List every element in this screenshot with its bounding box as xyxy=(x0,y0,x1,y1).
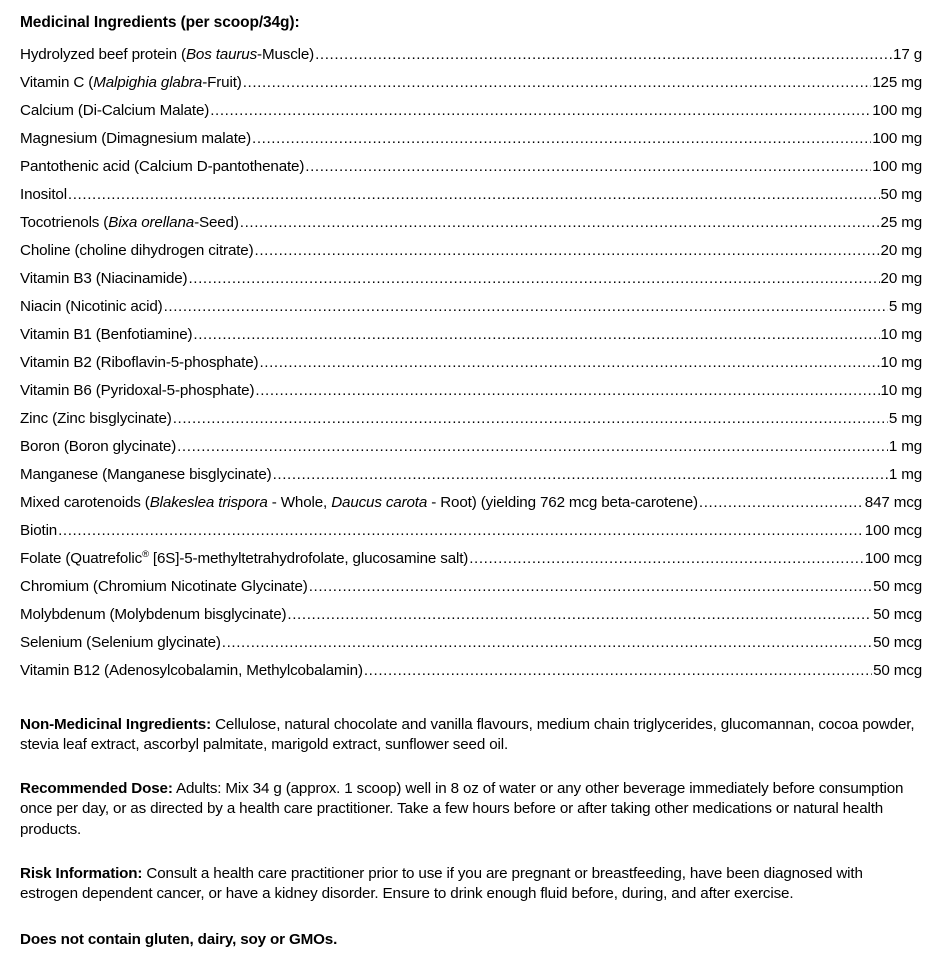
ingredient-row xyxy=(20,545,922,573)
risk-information-block xyxy=(20,864,922,904)
ingredient-row xyxy=(20,97,922,125)
ingredient-row xyxy=(20,629,922,657)
ingredient-amount: 25 mg xyxy=(880,214,922,232)
ingredient-amount: 17 g xyxy=(893,46,922,64)
non-medicinal-ingredients-block xyxy=(20,715,922,755)
ingredient-name: Vitamin C (Malpighia glabra-Fruit) xyxy=(20,74,242,92)
ingredient-amount: 100 mcg xyxy=(864,522,922,540)
leader-dots xyxy=(164,299,888,314)
ingredient-name: Chromium (Chromium Nicotinate Glycinate) xyxy=(20,578,308,596)
ingredient-name: Mixed carotenoids (Blakeslea trispora - Whole, Daucus carota - Root) (yielding 762 mcg beta-carotene) xyxy=(20,494,698,512)
ingredient-amount: 5 mg xyxy=(888,298,922,316)
recommended-dose-text: Adults: Mix 34 g (approx. 1 scoop) well in 8 oz of water or any other beverage immediately before consumption once per day, or as directed by a health care practitioner. Take a few hours before or after taking other medications or natural health products. xyxy=(20,780,904,838)
non-medicinal-heading: Non-Medicinal Ingredients: xyxy=(20,715,212,733)
ingredient-row xyxy=(20,153,922,181)
ingredient-amount: 20 mg xyxy=(880,270,922,288)
leader-dots xyxy=(273,467,888,482)
ingredient-amount: 50 mcg xyxy=(873,662,922,680)
ingredient-row xyxy=(20,265,922,293)
leader-dots xyxy=(309,579,872,594)
leader-dots xyxy=(469,551,864,566)
ingredient-name: Manganese (Manganese bisglycinate) xyxy=(20,466,272,484)
ingredient-amount: 1 mg xyxy=(888,438,922,456)
ingredient-name: Pantothenic acid (Calcium D-pantothenate) xyxy=(20,158,305,176)
ingredient-row xyxy=(20,489,922,517)
ingredient-row xyxy=(20,41,922,69)
leader-dots xyxy=(699,495,864,510)
leader-dots xyxy=(68,187,880,202)
ingredient-amount: 100 mg xyxy=(872,102,922,120)
ingredient-name: Vitamin B2 (Riboflavin-5-phosphate) xyxy=(20,354,259,372)
ingredient-name: Calcium (Di-Calcium Malate) xyxy=(20,102,210,120)
ingredient-name: Zinc (Zinc bisglycinate) xyxy=(20,410,172,428)
ingredient-row xyxy=(20,601,922,629)
ingredient-amount: 50 mcg xyxy=(873,606,922,624)
ingredient-name: Selenium (Selenium glycinate) xyxy=(20,634,221,652)
leader-dots xyxy=(255,243,880,258)
recommended-dose-heading: Recommended Dose: xyxy=(20,780,173,798)
ingredient-name: Vitamin B6 (Pyridoxal-5-phosphate) xyxy=(20,382,255,400)
ingredient-name: Niacin (Nicotinic acid) xyxy=(20,298,163,316)
ingredient-row xyxy=(20,293,922,321)
ingredient-amount: 10 mg xyxy=(880,326,922,344)
ingredient-row xyxy=(20,377,922,405)
ingredient-amount: 125 mg xyxy=(872,74,922,92)
ingredient-row xyxy=(20,461,922,489)
leader-dots xyxy=(252,131,871,146)
leader-dots xyxy=(305,159,871,174)
medicinal-ingredients-title: Medicinal Ingredients (per scoop/34g): xyxy=(20,14,300,31)
ingredient-row xyxy=(20,209,922,237)
ingredient-name: Hydrolyzed beef protein (Bos taurus-Muscle) xyxy=(20,46,315,64)
leader-dots xyxy=(364,663,872,678)
ingredient-name: Magnesium (Dimagnesium malate) xyxy=(20,130,251,148)
ingredient-name: Choline (choline dihydrogen citrate) xyxy=(20,242,254,260)
leader-dots xyxy=(193,327,879,342)
medicinal-ingredients-list xyxy=(20,41,922,685)
ingredient-name: Inositol xyxy=(20,186,67,204)
recommended-dose-block xyxy=(20,779,922,840)
ingredient-row xyxy=(20,181,922,209)
ingredient-amount: 100 mg xyxy=(872,158,922,176)
leader-dots xyxy=(259,355,879,370)
ingredient-row xyxy=(20,321,922,349)
ingredient-amount: 100 mcg xyxy=(864,550,922,568)
leader-dots xyxy=(177,439,888,454)
ingredient-amount: 50 mcg xyxy=(873,578,922,596)
ingredient-name: Boron (Boron glycinate) xyxy=(20,438,177,456)
ingredient-amount: 20 mg xyxy=(880,242,922,260)
leader-dots xyxy=(210,103,871,118)
leader-dots xyxy=(243,75,872,90)
ingredient-amount: 10 mg xyxy=(880,382,922,400)
non-medicinal-text: Cellulose, natural chocolate and vanilla flavours, medium chain triglycerides, glucomannan, cocoa powder, stevia leaf extract, ascorbyl palmitate, marigold extract, sunflower seed oil. xyxy=(20,715,915,753)
ingredient-name: Tocotrienols (Bixa orellana-Seed) xyxy=(20,214,239,232)
ingredient-amount: 10 mg xyxy=(880,354,922,372)
ingredient-amount: 50 mcg xyxy=(873,634,922,652)
leader-dots xyxy=(58,523,864,538)
ingredient-row xyxy=(20,237,922,265)
ingredient-name: Folate (Quatrefolic® [6S]-5-methyltetrahydrofolate, glucosamine salt) xyxy=(20,548,469,568)
risk-information-text: Consult a health care practitioner prior to use if you are pregnant or breastfeeding, have been diagnosed with estrogen dependent cancer, or have a kidney disorder. Ensure to drink enough fluid before, during, and after exercise. xyxy=(20,864,863,902)
ingredient-row xyxy=(20,405,922,433)
leader-dots xyxy=(188,271,879,286)
ingredient-name: Molybdenum (Molybdenum bisglycinate) xyxy=(20,606,287,624)
ingredient-row xyxy=(20,657,922,685)
leader-dots xyxy=(287,607,872,622)
leader-dots xyxy=(315,47,892,62)
ingredient-row xyxy=(20,69,922,97)
ingredient-row xyxy=(20,433,922,461)
leader-dots xyxy=(173,411,888,426)
leader-dots xyxy=(255,383,879,398)
ingredient-row xyxy=(20,349,922,377)
leader-dots xyxy=(240,215,880,230)
ingredient-name: Vitamin B12 (Adenosylcobalamin, Methylcobalamin) xyxy=(20,662,363,680)
ingredient-row xyxy=(20,125,922,153)
risk-information-heading: Risk Information: xyxy=(20,864,143,882)
ingredient-amount: 50 mg xyxy=(880,186,922,204)
ingredient-amount: 847 mcg xyxy=(864,494,922,512)
ingredient-row xyxy=(20,517,922,545)
ingredient-row xyxy=(20,573,922,601)
ingredient-amount: 5 mg xyxy=(888,410,922,428)
ingredient-name: Vitamin B1 (Benfotiamine) xyxy=(20,326,193,344)
ingredient-amount: 1 mg xyxy=(888,466,922,484)
ingredient-name: Vitamin B3 (Niacinamide) xyxy=(20,270,188,288)
ingredient-name: Biotin xyxy=(20,522,58,540)
ingredient-amount: 100 mg xyxy=(872,130,922,148)
allergen-footer-note: Does not contain gluten, dairy, soy or GMOs. xyxy=(20,931,338,949)
leader-dots xyxy=(222,635,872,650)
